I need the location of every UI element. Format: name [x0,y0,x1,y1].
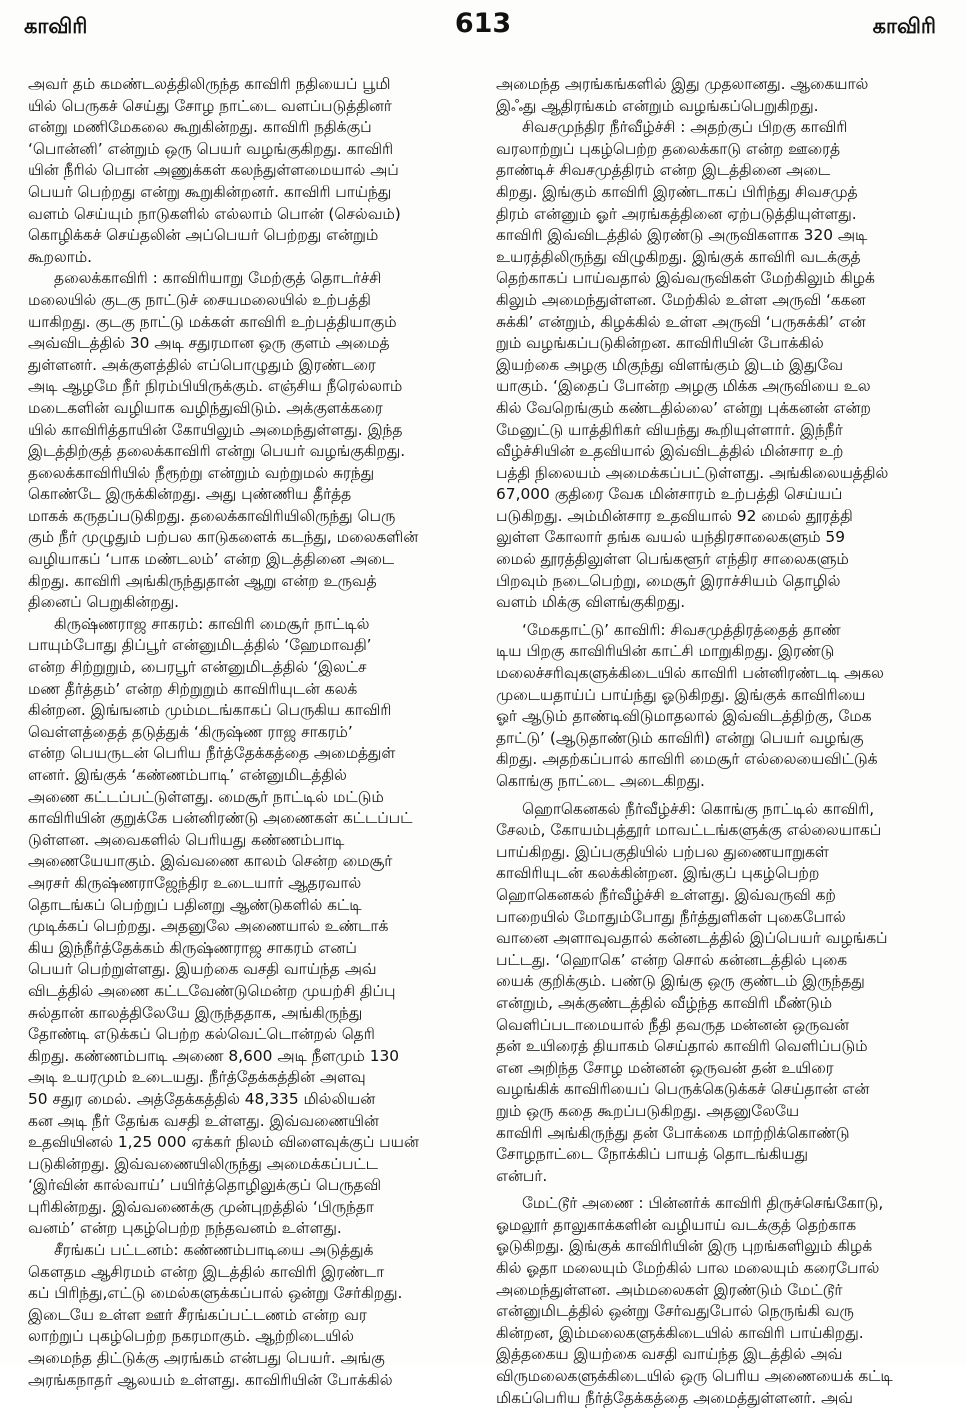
text-line: அமைந்த திட்டுக்கு அரங்கம் என்பது பெயர். அங்கு [28,1349,385,1368]
text-line: என்னுமிடத்தில் ஒன்று சேர்வதுபோல் நெருங்கி வரு [496,1302,854,1321]
text-line: பட்டது. ‘ஹொகெ’ என்ற சொல் கன்னடத்தில் புகை [496,950,848,969]
text-line: சோழநாட்டை நோக்கிப் பாயத் தொடங்கியது [496,1145,808,1164]
text-line: இஃது ஆதிரங்கம் என்றும் வழங்கப்பெறுகிறது. [496,96,819,115]
text-line: கும் நீர் முழுதும் பற்பல காடுகளைக் கடந்து, மலைகளின் [28,528,419,547]
text-line: யின் நீரில் பொன் அணுக்கள் கலந்துள்ளமையால் அப் [28,161,399,180]
text-line: வெள்ளத்தைத் தடுத்துக் ‘கிருஷ்ண ராஜ சாகரம்’ [28,722,353,741]
text-line: மேனுட்டு யாத்திரிகர் வியந்து கூறியுள்ளார். இந்நீர் [496,420,843,439]
text-line: என்ற சிற்றுறும், பைரபூர் என்னுமிடத்தில் ‘இலட்ச [28,658,367,677]
text-line: இடையே உள்ள ஊர் சீரங்கப்பட்டணம் என்ற வர [28,1305,367,1324]
text-line: காவிரியுடன் கலக்கின்றன. இங்குப் புகழ்பெற்ற [496,864,820,883]
left-text-column [28,74,475,1391]
text-line: கூறலாம். [28,247,93,266]
text-line: ஹொகெனகல் நீர்வீழ்ச்சி: கொங்கு நாட்டில் காவிரி, [522,799,875,818]
text-line: கொண்டே இருக்கின்றது. அது புண்ணிய தீர்த்த [28,485,352,504]
text-line: காவிரி இவ்விடத்தில் இரண்டு அருவிகளாக 320 அடி [496,226,868,245]
text-line: லுள்ள கோலார் தங்க வயல் யந்திரசாலைகளும் 59 [496,528,846,547]
text-line: ‘இர்வின் கால்வாய்’ பயிர்த்தொழிலுக்குப் பெருதவி [28,1176,382,1195]
text-line: கிறது. அதற்கப்பால் காவிரி மைசூர் எல்லையைவிட்டுக் [496,750,878,769]
text-line: முடையதாய்ப் பாய்ந்து ஓடுகிறது. இங்குக் காவிரியை [496,685,866,704]
text-line: ஓமலூர் தாலுகாக்களின் வழியாய் வடக்குத் தெற்காக [496,1215,857,1234]
text-line: பாறையில் மோதும்போது நீர்த்துளிகள் புகைபோல் [496,907,846,926]
text-line: 50 சதுர மைல். அத்தேக்கத்தில் 48,335 மில்லியன் [28,1089,376,1108]
text-line: வளம் செய்யும் நாடுகளில் எல்லாம் பொன் (செல்வம்) [28,204,401,223]
page-number: 613 [454,8,512,39]
text-line: தொடங்கப் பெற்றுப் பதினறு ஆண்டுகளில் கட்டி [28,895,362,914]
text-line: மாகக் கருதப்படுகிறது. தலைக்காவிரியிலிருந்து பெரு [28,506,396,525]
text-line: ஓர் ஆடும் தாண்டிவிடுமாதலால் இவ்விடத்திற்கு, மேக [496,707,872,726]
text-line: விடத்தில் அணை கட்டவேண்டுமென்ற முயற்சி திப்பு [28,981,396,1000]
text-line: இடத்திற்குத் தலைக்காவிரி என்று பெயர் வழங்குகிறது. [28,442,406,461]
text-line: யாகும். ‘இதைப் போன்ற அழகு மிக்க அருவியை உல [496,377,871,396]
text-line: சீரங்கப் பட்டனம்: கண்ணம்பாடியை அடுத்துக் [54,1241,374,1260]
text-line: லாற்றுப் புகழ்பெற்ற நகரமாகும். ஆற்றிடையில் [28,1327,354,1346]
text-line: அவ்விடத்தில் 30 அடி சதுரமான ஒரு குளம் அமைத் [28,334,390,353]
text-line: சுக்கி’ என்றும், கிழக்கில் உள்ள அருவி ‘பருசுக்கி’ என் [496,312,866,331]
text-line: முடிக்கப் பெற்றது. அதனுலே அணையால் உண்டாக் [28,917,389,936]
text-line: திரம் என்னும் ஓர் அரங்கத்தினை ஏற்படுத்தியுள்ளது. [496,204,857,223]
text-line: வானை அளாவுவதால் கன்னடத்தில் இப்பெயர் வழங்கப் [496,929,888,948]
text-line: இத்தகைய இயற்கை வசதி வாய்ந்த இடத்தில் அவ் [496,1345,843,1364]
right-text-column [496,74,942,1409]
text-line: கிறது. காவிரி அங்கிருந்துதான் ஆறு என்ற உருவத் [28,571,377,590]
text-line: ஹொகெனகல் நீர்வீழ்ச்சி உள்ளது. இவ்வருவி கற் [496,885,836,904]
text-line: வனம்’ என்ற புகழ்பெற்ற நந்தவனம் உள்ளது. [28,1219,342,1238]
text-line: வரலாற்றுப் புகழ்பெற்ற தலைக்காடு என்ற ஊரைத் [496,139,841,158]
text-line: என்பர். [496,1166,548,1185]
text-line: தலைக்காவிரியில் நீரூற்று என்றும் வற்றுமல் சுரந்து [28,463,375,482]
text-line: றும் வழங்கப்படுகின்றன. காவிரியின் போக்கில் [496,334,824,353]
text-line: அணையேயாகும். இவ்வணை காலம் சென்ற மைசூர் [28,852,393,871]
text-line: தினைப் பெறுகின்றது. [28,593,179,612]
text-line: மண தீர்த்தம்’ என்ற சிற்றுறும் காவிரியுடன் கலக் [28,679,358,698]
text-line: என அறிந்த சோழ மன்னன் ஒருவன் தன் உயிரை [496,1058,834,1077]
text-line: என்றும், அக்குண்டத்தில் வீழ்ந்த காவிரி மீண்டும் [496,993,833,1012]
text-line: காவிரி அங்கிருந்து தன் போக்கை மாற்றிக்கொண்டு [496,1123,850,1142]
text-line: வெளிப்படாமையால் நீதி தவருத மன்னன் ஒருவன் [496,1015,849,1034]
text-line: ‘பொன்னி’ என்றும் ஒரு பெயர் வழங்குகிறது. காவிரி [28,139,394,158]
text-line: வழங்கிக் காவிரியைப் பெருக்கெடுக்கச் செய்தான் என் [496,1080,870,1099]
text-line: அணை கட்டப்பட்டுள்ளது. மைசூர் நாட்டில் மட்டும் [28,787,384,806]
text-line: மிகப்பெரிய நீர்த்தேக்கத்தை அமைத்துள்ளனர். அவ் [496,1388,853,1407]
text-line: ‘மேகதாட்டு’ காவிரி: சிவசமுத்திரத்தைத் தாண் [522,620,841,639]
text-line: உயரத்திலிருந்து விழுகிறது. இங்குக் காவிரி வடக்குத் [496,247,861,266]
text-line: கின்றன, இம்மலைகளுக்கிடையில் காவிரி பாய்கிறது. [496,1323,864,1342]
text-line: அமைந்துள்ளன. அம்மலைகள் இரண்டும் மேட்டூர் [496,1280,843,1299]
text-line: என்று மணிமேகலை கூறுகின்றது. காவிரி நதிக்குப் [28,118,372,137]
text-line: கொழிக்கச் செய்தலின் அப்பெயர் பெற்றது என்றும் [28,226,379,245]
text-line: கௌதம ஆசிரமம் என்ற இடத்தில் காவிரி இரண்டா [28,1262,385,1281]
text-line: தோண்டி எடுக்கப் பெற்ற கல்வெட்டொன்றல் தெரி [28,1025,375,1044]
text-line: பெயர் பெற்றுள்ளது. இயற்கை வசதி வாய்ந்த அவ் [28,960,377,979]
text-line: தலைக்காவிரி : காவிரியாறு மேற்குத் தொடர்ச்சி [54,269,382,288]
text-line: யில் காவிரித்தாயின் கோயிலும் அமைந்துள்ளது. இந்த [28,420,403,439]
text-line: புரிகின்றது. இவ்வணைக்கு முன்புறத்தில் ‘பிருந்தா [28,1197,374,1216]
text-line: யாகிறது. குடகு நாட்டு மக்கள் காவிரி உற்பத்தியாகும் [28,312,397,331]
text-line: அமைந்த அரங்கங்களில் இது முதலானது. ஆகையால் [496,75,869,93]
text-line: 67,000 குதிரை வேக மின்சாரம் உற்பத்தி செய்யப் [496,485,843,504]
text-line: காவிரியின் குறுக்கே பன்னிரண்டு அணைகள் கட்டப்பட் [28,809,413,828]
text-line: தெற்காகப் பாய்வதால் இவ்வருவிகள் மேற்கிலும் கிழக் [496,269,875,288]
text-line: மலைச்சரிவுகளுக்கிடையில் காவிரி பன்னிரண்டடி அகல [496,664,884,683]
text-line: டுள்ளன. அவைகளில் பெரியது கண்ணம்பாடி [28,830,345,849]
text-line: வளம் மிக்கு விளங்குகிறது. [496,593,686,612]
text-line: கிறது. கண்ணம்பாடி அணை 8,600 அடி நீளமும் 130 [28,1046,400,1065]
text-line: அவர் தம் கமண்டலத்திலிருந்த காவிரி நதியைப் பூமி [28,75,391,93]
text-line: கிலும் அமைந்துள்ளன. மேற்கில் உள்ள அருவி ‘ககன [496,290,866,309]
text-line: என்ற பெயருடன் பெரிய நீர்த்தேக்கத்தை அமைத்துள் [28,744,396,763]
text-line: விருமலைகளுக்கிடையில் ஒரு பெரிய அணையைக் கட்டி [496,1367,893,1386]
text-line: கில் ஓதா மலையும் மேற்கில் பால மலையும் கரைபோல் [496,1259,880,1278]
text-line: சுல்தான் காலத்திலேயே இருந்ததாக, அங்கிருந்து [28,1003,363,1022]
text-line: மைல் தூரத்திலுள்ள பெங்களூர் எந்திர சாலைகளும் [496,550,849,569]
text-line: தாண்டிச் சிவசமுத்திரம் என்ற இடத்தினை அடை [496,161,831,180]
text-line: தன் உயிரைத் தியாகம் செய்தால் காவிரி வெளிப்படும் [496,1037,868,1056]
text-line: படுகிறது. அம்மின்சார உதவியால் 92 மைல் தூரத்தி [496,506,853,525]
text-line: கொங்கு நாட்டை அடைகிறது. [496,772,705,790]
text-line: அரசர் கிருஷ்ணராஜேந்திர உடையார் ஆதரவால் [28,873,362,892]
text-line: வீழ்ச்சியின் உதவியால் இவ்விடத்தில் மின்சார உற் [496,442,844,461]
text-line: யைக் குறிக்கும். பண்டு இங்கு ஒரு குண்டம் இருந்தது [496,972,865,991]
text-line: கன அடி நீர் தேங்க வசதி உள்ளது. இவ்வணையின் [28,1111,379,1130]
text-line: சிவசமுந்திர நீர்வீழ்ச்சி : அதற்குப் பிறகு காவிரி [522,118,848,137]
text-line: றும் ஒரு கதை கூறப்படுகிறது. அதனுலேயே [496,1101,800,1120]
text-line: சேலம், கோயம்புத்தூர் மாவட்டங்களுக்கு எல்லையாகப் [496,821,882,840]
running-header-left: காவிரி [24,14,88,38]
text-line: இயற்கை அழகு மிகுந்து விளங்கும் இடம் இதுவே [496,355,843,374]
text-line: பாயும்போது திப்பூர் என்னுமிடத்தில் ‘ஹேமாவதி’ [28,636,372,655]
text-line: யில் பெருகச் செய்து சோழ நாட்டை வளப்படுத்தினர் [28,96,392,115]
text-line: துள்ளனர். அக்குளத்தில் எப்பொழுதும் இரண்டரை [28,355,376,374]
text-line: பத்தி நிலையம் அமைக்கப்பட்டுள்ளது. அங்கிலையத்தில் [496,463,889,482]
text-line: மலையில் குடகு நாட்டுச் சையமலையில் உற்பத்தி [28,290,371,309]
text-line: உதவியினல் 1,25 000 ஏக்கர் நிலம் விளைவுக்குப் பயன் [28,1133,419,1152]
text-line: கிருஷ்ணராஜ சாகரம்: காவிரி மைசூர் நாட்டில் [54,614,370,633]
text-line: பெயர் பெற்றது என்று கூறுகின்றனர். காவிரி பாய்ந்து [28,182,392,201]
text-line: மேட்டூர் அணை : பின்னர்க் காவிரி திருச்செங்கோடு, [522,1194,884,1213]
text-line: கப் பிரிந்து,எட்டு மைல்களுக்கப்பால் ஒன்று சேர்கிறது. [28,1284,403,1303]
text-line: கிறது. இங்கும் காவிரி இரண்டாகப் பிரிந்து சிவசமுத் [496,182,858,201]
text-line: பிறவும் நடைபெற்று, மைசூர் இராச்சியம் தொழில் [496,571,841,590]
text-line: கின்றன. இங்ஙனம் மும்மடங்காகப் பெருகிய காவிரி [28,701,392,720]
text-line: ஓடுகிறது. இங்குக் காவிரியின் இரு புறங்களிலும் கிழக் [496,1237,873,1256]
text-line: டிய பிறகு காவிரியின் காட்சி மாறுகிறது. இரண்டு [496,642,835,661]
text-line: கில் வேறெங்கும் கண்டதில்லை’ என்று புக்கனன் என்ற [496,398,871,417]
text-line: வழியாகப் ‘பாக மண்டலம்’ என்ற இடத்தினை அடை [28,550,395,569]
text-line: மடைகளின் வழியாக வழிந்துவிடும். அக்குளக்கரை [28,398,383,417]
text-line: பாய்கிறது. இப்பகுதியில் பற்பல துணையாறுகள் [496,842,829,861]
text-line: கிய இந்நீர்த்தேக்கம் கிருஷ்ணராஜ சாகரம் எனப் [28,938,357,957]
text-line: தாட்டு’ (ஆடுதாண்டும் காவிரி) என்று பெயர் வழங்கு [496,728,864,747]
running-header-right: காவிரி [872,14,936,38]
text-line: ளனர். இங்குக் ‘கண்ணம்பாடி’ என்னுமிடத்தில் [28,766,347,784]
text-line: அடி ஆழமே நீர் நிரம்பியிருக்கும். எஞ்சிய நீரெல்லாம் [28,377,403,396]
text-line: படுகின்றது. இவ்வணையிலிருந்து அமைக்கப்பட்ட [28,1154,378,1173]
text-line: அடி உயரமும் உடையது. நீர்த்தேக்கத்தின் அளவு [28,1068,366,1087]
text-line: அரங்கநாதர் ஆலயம் உள்ளது. காவிரியின் போக்கில் [28,1370,393,1389]
